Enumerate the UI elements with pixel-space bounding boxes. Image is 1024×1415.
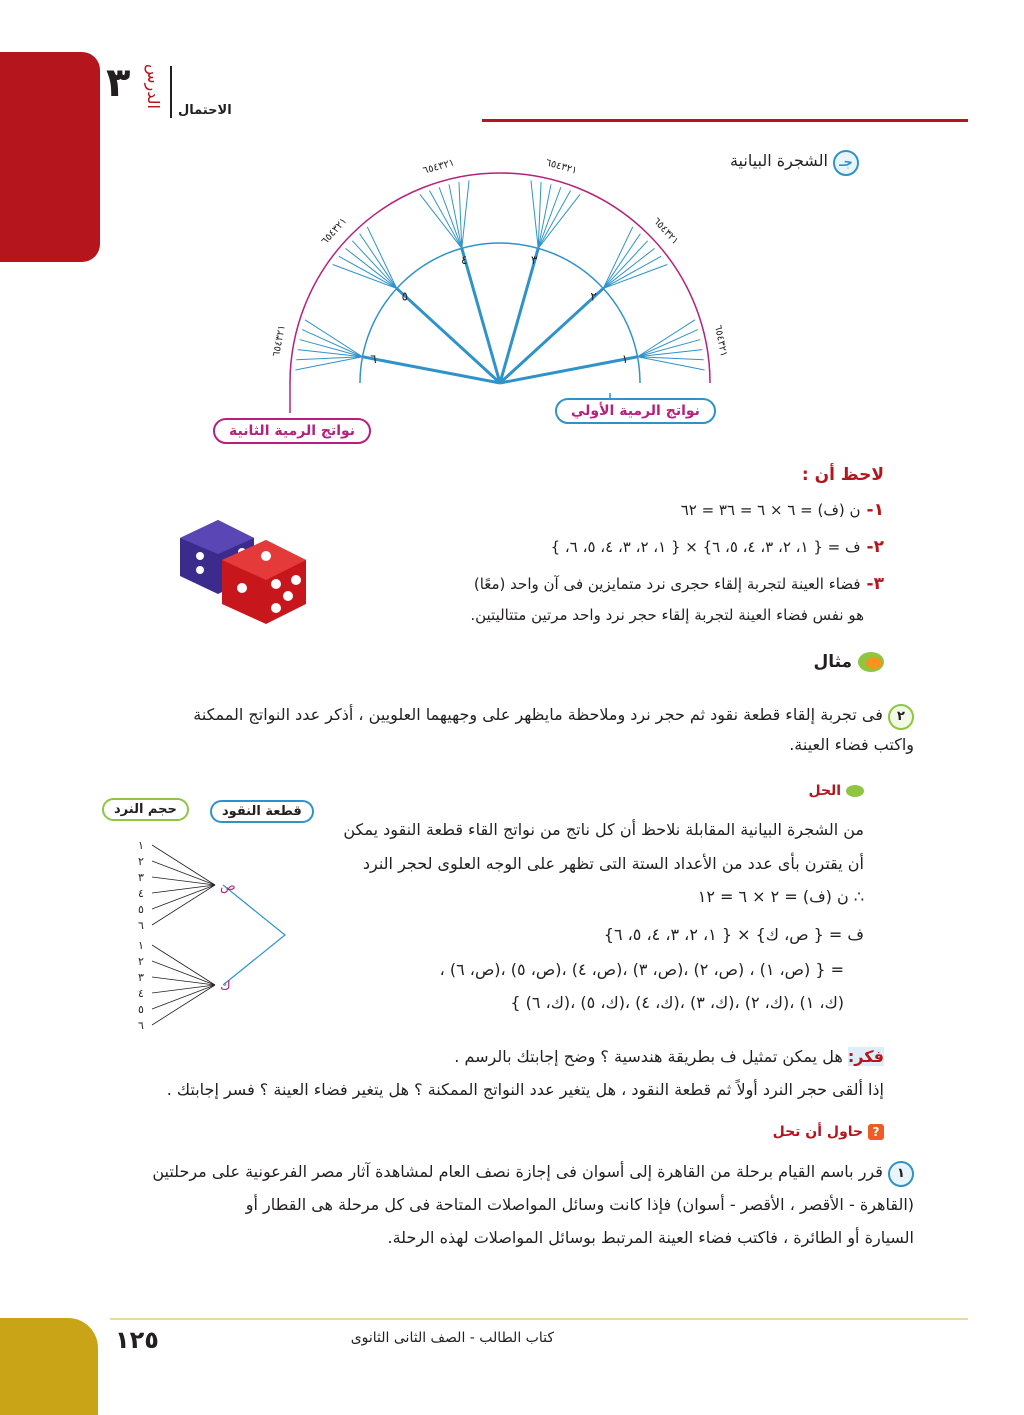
coin-node: ك bbox=[220, 979, 231, 994]
example-badge: ٢ bbox=[888, 704, 914, 730]
second-toss-label: نواتج الرمية الثانية bbox=[213, 418, 371, 444]
die-value: ٦ bbox=[138, 919, 144, 932]
solution-line-4: ف = { ص، ك} × { ١، ٢، ٣، ٤، ٥، ٦} bbox=[603, 925, 864, 944]
solution-line-5: = { (ص، ١) ، (ص، ٢) ،(ص، ٣) ،(ص، ٤) ،(ص، ٥) ،(ص، ٦) ، bbox=[439, 960, 844, 979]
die-value: ٢ bbox=[138, 855, 144, 868]
try-badge: ١ bbox=[888, 1161, 914, 1187]
solution-line-6: (ك، ١) ،(ك، ٢) ،(ك، ٣) ،(ك، ٤) ،(ك، ٥) ،(ك، ٦) } bbox=[510, 993, 844, 1012]
inner-node-label: ١ bbox=[621, 352, 629, 367]
sub-branch bbox=[603, 256, 661, 288]
header-rule bbox=[482, 119, 968, 122]
notes-heading: لاحظ أن : bbox=[801, 465, 884, 485]
main-branch bbox=[362, 357, 500, 383]
example-text: ٢ فى تجربة إلقاء قطعة نقود ثم حجر نرد وملاحظة مايظهر على وجهيهما العلويين ، أذكر عدد النواتج الممكنة واكتب فضاء العينة. bbox=[193, 705, 914, 754]
note-item-1: ١-ن (ف) = ٦ × ٦ = ٣٦ = ٦٢ bbox=[680, 500, 884, 520]
die-value: ٤ bbox=[138, 987, 144, 1000]
main-branch bbox=[500, 248, 538, 383]
coin-die-tree-diagram bbox=[130, 835, 300, 1035]
sub-branch bbox=[603, 248, 654, 288]
inner-arc bbox=[360, 243, 640, 383]
sub-branch bbox=[352, 241, 396, 289]
lesson-title: الاحتمال bbox=[178, 103, 232, 118]
think-label: فكر: bbox=[847, 1047, 884, 1066]
sub-branch bbox=[345, 248, 396, 288]
try-heading: ? حاول أن تحل bbox=[773, 1124, 884, 1140]
outer-arc bbox=[290, 173, 710, 383]
solution-line-1: من الشجرة البيانية المقابلة نلاحظ أن كل ناتج من نواتج القاء قطعة النقود يمكن bbox=[343, 820, 864, 839]
main-branch bbox=[397, 288, 500, 383]
leaf-group-label: ٦٥٤٣٢١ bbox=[421, 157, 456, 177]
sub-branch bbox=[339, 256, 397, 288]
leaf-group-label: ٦٥٤٣٢١ bbox=[319, 215, 350, 247]
book-title: كتاب الطالب - الصف الثانى الثانوى bbox=[350, 1330, 554, 1346]
sub-branch bbox=[420, 194, 462, 248]
lesson-number: ٣ bbox=[106, 60, 131, 106]
die-value: ٢ bbox=[138, 955, 144, 968]
sub-branch bbox=[538, 191, 570, 249]
try-text: ١ قرر باسم القيام برحلة من القاهرة إلى أسوان فى إجازة نصف العام لمشاهدة آثار مصر الفرعونية على مرحلتين (القاهرة - الأقصر ، الأقصر - أسوان) فإذا كانت وسائل المواصلات المتاحة فى كل مرحلة هى القطار أو السيارة أو الطائرة ، فاكتب فضاء العينة المرتبط بوسائل المواصلات لهذه الرحلة. bbox=[152, 1162, 914, 1247]
sub-branch bbox=[603, 234, 640, 289]
tree-section-title bbox=[730, 150, 859, 176]
think-line-1: فكر: هل يمكن تمثيل ف بطريقة هندسية ؟ وضح إجابتك بالرسم . bbox=[454, 1047, 884, 1066]
inner-node-label: ٦ bbox=[370, 352, 377, 367]
leaf-group-label: ٦٥٤٣٢١ bbox=[271, 324, 288, 358]
note-item-2: ٢-ف = { ١، ٢، ٣، ٤، ٥، ٦} × { ١، ٢، ٣، ٤، ٥، ٦، } bbox=[550, 537, 884, 557]
die-value: ٦ bbox=[138, 1019, 144, 1032]
main-branch bbox=[500, 357, 638, 383]
die-label: حجم النرد bbox=[102, 798, 189, 821]
think-line-2: إذا ألقى حجر النرد أولاً ثم قطعة النقود ، هل يتغير عدد النواتج الممكنة ؟ هل يتغير فضاء العينة ؟ فسر إجابتك . bbox=[166, 1080, 884, 1099]
die-value: ٥ bbox=[138, 903, 144, 916]
try-icon: ? bbox=[868, 1124, 884, 1140]
die-value: ٥ bbox=[138, 1003, 144, 1016]
leaf-group-label: ٦٥٤٣٢١ bbox=[650, 215, 681, 247]
page-corner-tab bbox=[0, 1318, 98, 1415]
speech-bubbles-icon bbox=[858, 652, 884, 672]
section-badge: جـ bbox=[833, 150, 859, 176]
lesson-label: الدرس bbox=[144, 64, 163, 109]
sub-branch bbox=[439, 187, 462, 248]
example-heading: مثال bbox=[813, 652, 884, 672]
solution-icon bbox=[846, 785, 864, 797]
coin-branch bbox=[223, 885, 285, 985]
sub-branch bbox=[603, 241, 647, 289]
footer-rule bbox=[110, 1318, 968, 1320]
note-item-3-continued: هو نفس فضاء العينة لتجربة إلقاء حجر نرد واحد مرتين متتاليتين. bbox=[470, 606, 864, 624]
sub-branch bbox=[538, 194, 580, 248]
note-item-3: ٣-فضاء العينة لتجربة إلقاء حجرى نرد متمايزين فى آن واحد (معًا) bbox=[473, 574, 884, 594]
coin-node: ص bbox=[220, 879, 236, 894]
die-value: ٣ bbox=[138, 971, 144, 984]
main-branch bbox=[462, 248, 500, 383]
coin-label: قطعة النقود bbox=[210, 800, 314, 823]
leaf-group-label: ٦٥٤٣٢١ bbox=[544, 157, 579, 177]
solution-line-3: ∴ ن (ف) = ٢ × ٦ = ١٢ bbox=[697, 887, 864, 906]
tree-title-text: الشجرة البيانية bbox=[729, 151, 828, 170]
sub-branch bbox=[531, 180, 538, 248]
inner-node-label: ٣ bbox=[530, 252, 538, 267]
sub-branch bbox=[538, 187, 561, 248]
die-value: ٤ bbox=[138, 887, 144, 900]
chapter-tab bbox=[0, 52, 100, 262]
inner-node-label: ٥ bbox=[401, 289, 409, 304]
solution-line-2: أن يقترن بأى عدد من الأعداد الستة التى تظهر على الوجه العلوى لحجر النرد bbox=[362, 854, 864, 873]
solution-heading: الحل bbox=[808, 783, 864, 799]
die-value: ٣ bbox=[138, 871, 144, 884]
dice-illustration bbox=[170, 510, 320, 630]
sub-branch bbox=[429, 191, 461, 249]
inner-node-label: ٤ bbox=[461, 252, 468, 267]
lesson-divider bbox=[170, 66, 172, 118]
sub-branch bbox=[360, 234, 397, 289]
sub-branch bbox=[462, 180, 469, 248]
inner-node-label: ٢ bbox=[590, 289, 597, 304]
main-branch bbox=[500, 288, 603, 383]
first-toss-label: نواتج الرمية الأولي bbox=[555, 398, 716, 424]
die-value: ١ bbox=[138, 839, 144, 852]
leaf-group-label: ٦٥٤٣٢١ bbox=[712, 324, 729, 358]
die-value: ١ bbox=[138, 939, 144, 952]
page-number: ١٢٥ bbox=[115, 1326, 159, 1354]
